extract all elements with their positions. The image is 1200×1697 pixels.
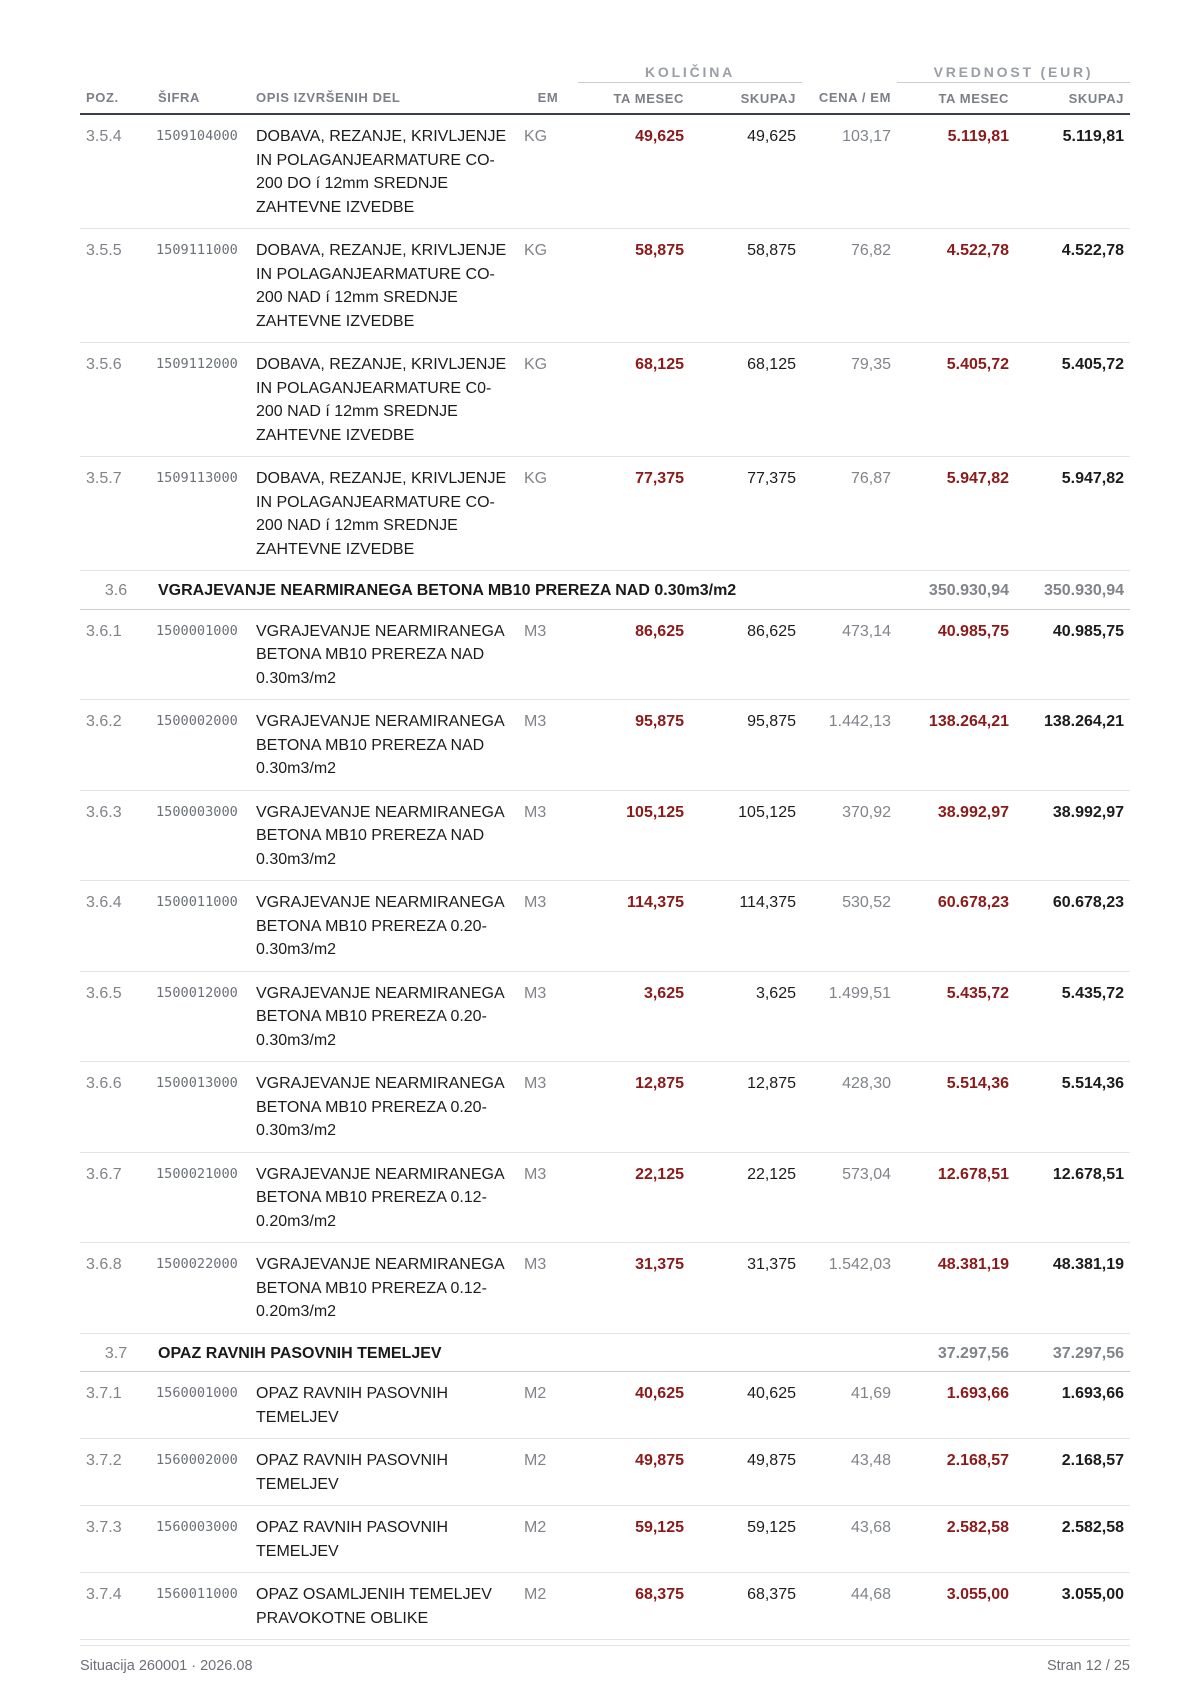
col-header-kol-skupaj: SKUPAJ — [690, 83, 802, 115]
cell-opis: VGRAJEVANJE NEARMIRANEGA BETONA MB10 PREREZA 0.12-0.20m3/m2 — [250, 1152, 518, 1243]
cell-opis: DOBAVA, REZANJE, KRIVLJENJE IN POLAGANJEARMATURE CO-200 NAD í 12mm SREDNJE ZAHTEVNE IZVEDBE — [250, 229, 518, 343]
cell-sifra: 1509113000 — [152, 457, 250, 571]
cell-em: M2 — [518, 1439, 578, 1506]
cell-vr-skupaj: 40.985,75 — [1015, 609, 1130, 700]
cell-vr-skupaj: 38.992,97 — [1015, 790, 1130, 881]
col-header-poz: POZ. — [80, 83, 152, 115]
cell-vr-skupaj: 5.514,36 — [1015, 1062, 1130, 1153]
table-row — [80, 1062, 1130, 1153]
cell-cena: 76,82 — [802, 229, 897, 343]
col-header-opis: OPIS IZVRŠENIH DEL — [250, 83, 518, 115]
table-row — [80, 1439, 1130, 1506]
cell-poz: 3.7.4 — [80, 1573, 152, 1640]
cell-vr-skupaj: 12.678,51 — [1015, 1152, 1130, 1243]
cell-cena: 41,69 — [802, 1372, 897, 1439]
cell-poz: 3.5.6 — [80, 343, 152, 457]
cell-cena: 428,30 — [802, 1062, 897, 1153]
footer-page-number: Stran 12 / 25 — [1046, 1658, 1130, 1674]
cell-em: M3 — [518, 971, 578, 1062]
table-row — [80, 457, 1130, 571]
cell-kol-skupaj: 49,625 — [690, 114, 802, 229]
cell-poz: 3.6.4 — [80, 881, 152, 972]
cell-sifra: 1500011000 — [152, 881, 250, 972]
cell-poz: 3.6.7 — [80, 1152, 152, 1243]
cell-sifra: 1560003000 — [152, 1506, 250, 1573]
cell-vr-ta-mesec: 40.985,75 — [897, 609, 1015, 700]
cell-sifra: 1509104000 — [152, 114, 250, 229]
section-row — [80, 571, 1130, 610]
cell-cena: 1.442,13 — [802, 700, 897, 791]
cell-kol-skupaj: 105,125 — [690, 790, 802, 881]
cell-em: KG — [518, 229, 578, 343]
cell-kol-skupaj: 31,375 — [690, 1243, 802, 1334]
cell-em: KG — [518, 114, 578, 229]
cell-vr-ta-mesec: 138.264,21 — [897, 700, 1015, 791]
col-header-cena: CENA / EM — [802, 83, 897, 115]
section-title: OPAZ RAVNIH PASOVNIH TEMELJEV — [152, 1333, 897, 1372]
col-header-kol-ta-mesec: TA MESEC — [578, 83, 690, 115]
cell-sifra: 1509111000 — [152, 229, 250, 343]
cell-sifra: 1500021000 — [152, 1152, 250, 1243]
cell-kol-skupaj: 68,375 — [690, 1573, 802, 1640]
cell-opis: VGRAJEVANJE NEARMIRANEGA BETONA MB10 PREREZA 0.12-0.20m3/m2 — [250, 1243, 518, 1334]
cell-kol-ta-mesec: 95,875 — [578, 700, 690, 791]
cell-vr-ta-mesec: 5.405,72 — [897, 343, 1015, 457]
cell-vr-skupaj: 2.582,58 — [1015, 1506, 1130, 1573]
cell-vr-skupaj: 5.405,72 — [1015, 343, 1130, 457]
cell-opis: OPAZ OSAMLJENIH TEMELJEV PRAVOKOTNE OBLIKE — [250, 1573, 518, 1640]
table-row — [80, 1152, 1130, 1243]
footer-document-id: Situacija 260001 · 2026.08 — [80, 1658, 253, 1674]
table-row — [80, 609, 1130, 700]
cell-em: M3 — [518, 1062, 578, 1153]
cell-kol-ta-mesec: 31,375 — [578, 1243, 690, 1334]
table-row — [80, 700, 1130, 791]
group-header-kolicina: KOLIČINA — [578, 0, 802, 83]
cell-kol-ta-mesec: 49,875 — [578, 1439, 690, 1506]
col-header-em: EM — [518, 83, 578, 115]
cell-em: M3 — [518, 1243, 578, 1334]
cell-sifra: 1560011000 — [152, 1573, 250, 1640]
cell-sifra: 1500002000 — [152, 700, 250, 791]
cell-sifra: 1500012000 — [152, 971, 250, 1062]
cell-opis: VGRAJEVANJE NERAMIRANEGA BETONA MB10 PREREZA NAD 0.30m3/m2 — [250, 700, 518, 791]
cell-sifra: 1500022000 — [152, 1243, 250, 1334]
cell-kol-skupaj: 40,625 — [690, 1372, 802, 1439]
cell-sifra: 1500013000 — [152, 1062, 250, 1153]
cell-opis: DOBAVA, REZANJE, KRIVLJENJE IN POLAGANJEARMATURE CO-200 NAD í 12mm SREDNJE ZAHTEVNE IZVEDBE — [250, 457, 518, 571]
section-total-skupaj: 37.297,56 — [1015, 1333, 1130, 1372]
cell-vr-ta-mesec: 2.582,58 — [897, 1506, 1015, 1573]
table-row — [80, 114, 1130, 229]
section-total-ta-mesec: 350.930,94 — [897, 571, 1015, 610]
cell-poz: 3.7.1 — [80, 1372, 152, 1439]
cell-poz: 3.7.2 — [80, 1439, 152, 1506]
table-row — [80, 790, 1130, 881]
cell-vr-skupaj: 48.381,19 — [1015, 1243, 1130, 1334]
cell-vr-ta-mesec: 5.119,81 — [897, 114, 1015, 229]
cell-vr-ta-mesec: 60.678,23 — [897, 881, 1015, 972]
table-body — [80, 114, 1130, 1640]
cell-kol-ta-mesec: 105,125 — [578, 790, 690, 881]
cell-poz: 3.6.1 — [80, 609, 152, 700]
cell-poz: 3.6.6 — [80, 1062, 152, 1153]
cell-vr-ta-mesec: 2.168,57 — [897, 1439, 1015, 1506]
cell-kol-ta-mesec: 86,625 — [578, 609, 690, 700]
group-header-vrednost: VREDNOST (EUR) — [897, 0, 1130, 83]
cell-kol-skupaj: 95,875 — [690, 700, 802, 791]
cell-vr-skupaj: 1.693,66 — [1015, 1372, 1130, 1439]
cell-kol-skupaj: 3,625 — [690, 971, 802, 1062]
cell-kol-skupaj: 86,625 — [690, 609, 802, 700]
section-title: VGRAJEVANJE NEARMIRANEGA BETONA MB10 PREREZA NAD 0.30m3/m2 — [152, 571, 897, 610]
cell-kol-ta-mesec: 22,125 — [578, 1152, 690, 1243]
cell-poz: 3.6.8 — [80, 1243, 152, 1334]
cell-opis: DOBAVA, REZANJE, KRIVLJENJE IN POLAGANJEARMATURE CO-200 DO í 12mm SREDNJE ZAHTEVNE IZVEDBE — [250, 114, 518, 229]
page-footer — [80, 1645, 1130, 1674]
cell-vr-skupaj: 2.168,57 — [1015, 1439, 1130, 1506]
cell-vr-ta-mesec: 5.435,72 — [897, 971, 1015, 1062]
cell-em: M3 — [518, 881, 578, 972]
section-total-ta-mesec: 37.297,56 — [897, 1333, 1015, 1372]
cell-poz: 3.6.2 — [80, 700, 152, 791]
cell-kol-skupaj: 114,375 — [690, 881, 802, 972]
cell-vr-ta-mesec: 38.992,97 — [897, 790, 1015, 881]
cell-poz: 3.6.3 — [80, 790, 152, 881]
table-row — [80, 1372, 1130, 1439]
cell-em: M3 — [518, 1152, 578, 1243]
table-row — [80, 229, 1130, 343]
cell-vr-ta-mesec: 48.381,19 — [897, 1243, 1015, 1334]
document-page — [80, 0, 1130, 1640]
cell-em: KG — [518, 457, 578, 571]
cell-kol-ta-mesec: 77,375 — [578, 457, 690, 571]
cell-kol-ta-mesec: 68,125 — [578, 343, 690, 457]
cell-kol-skupaj: 58,875 — [690, 229, 802, 343]
cell-em: M2 — [518, 1573, 578, 1640]
cell-opis: VGRAJEVANJE NEARMIRANEGA BETONA MB10 PREREZA NAD 0.30m3/m2 — [250, 609, 518, 700]
cell-vr-skupaj: 138.264,21 — [1015, 700, 1130, 791]
cell-opis: OPAZ RAVNIH PASOVNIH TEMELJEV — [250, 1372, 518, 1439]
cell-sifra: 1560002000 — [152, 1439, 250, 1506]
cell-em: M2 — [518, 1372, 578, 1439]
cell-sifra: 1500003000 — [152, 790, 250, 881]
cell-kol-skupaj: 12,875 — [690, 1062, 802, 1153]
section-poz: 3.6 — [80, 571, 152, 610]
col-header-vr-skupaj: SKUPAJ — [1015, 83, 1130, 115]
cell-vr-skupaj: 5.119,81 — [1015, 114, 1130, 229]
cell-vr-ta-mesec: 1.693,66 — [897, 1372, 1015, 1439]
cell-opis: DOBAVA, REZANJE, KRIVLJENJE IN POLAGANJEARMATURE C0-200 NAD í 12mm SREDNJE ZAHTEVNE IZVEDBE — [250, 343, 518, 457]
cell-opis: OPAZ RAVNIH PASOVNIH TEMELJEV — [250, 1439, 518, 1506]
table-row — [80, 881, 1130, 972]
section-total-skupaj: 350.930,94 — [1015, 571, 1130, 610]
cell-vr-skupaj: 4.522,78 — [1015, 229, 1130, 343]
col-header-sifra: ŠIFRA — [152, 83, 250, 115]
cell-em: M3 — [518, 700, 578, 791]
cell-cena: 43,68 — [802, 1506, 897, 1573]
section-row — [80, 1333, 1130, 1372]
cell-kol-ta-mesec: 12,875 — [578, 1062, 690, 1153]
cell-vr-skupaj: 60.678,23 — [1015, 881, 1130, 972]
situacija-table — [80, 0, 1130, 1640]
section-poz: 3.7 — [80, 1333, 152, 1372]
cell-poz: 3.5.5 — [80, 229, 152, 343]
cell-vr-skupaj: 5.947,82 — [1015, 457, 1130, 571]
cell-kol-ta-mesec: 114,375 — [578, 881, 690, 972]
cell-sifra: 1509112000 — [152, 343, 250, 457]
cell-cena: 76,87 — [802, 457, 897, 571]
cell-cena: 473,14 — [802, 609, 897, 700]
cell-poz: 3.6.5 — [80, 971, 152, 1062]
cell-kol-skupaj: 77,375 — [690, 457, 802, 571]
table-header — [80, 0, 1130, 114]
cell-cena: 1.542,03 — [802, 1243, 897, 1334]
cell-em: M2 — [518, 1506, 578, 1573]
table-row — [80, 1243, 1130, 1334]
table-row — [80, 1506, 1130, 1573]
cell-sifra: 1500001000 — [152, 609, 250, 700]
cell-opis: VGRAJEVANJE NEARMIRANEGA BETONA MB10 PREREZA 0.20-0.30m3/m2 — [250, 881, 518, 972]
table-row — [80, 1573, 1130, 1640]
cell-poz: 3.5.7 — [80, 457, 152, 571]
cell-cena: 530,52 — [802, 881, 897, 972]
cell-kol-ta-mesec: 3,625 — [578, 971, 690, 1062]
cell-kol-ta-mesec: 49,625 — [578, 114, 690, 229]
cell-sifra: 1560001000 — [152, 1372, 250, 1439]
cell-poz: 3.5.4 — [80, 114, 152, 229]
table-row — [80, 971, 1130, 1062]
cell-cena: 370,92 — [802, 790, 897, 881]
cell-cena: 573,04 — [802, 1152, 897, 1243]
cell-vr-ta-mesec: 5.514,36 — [897, 1062, 1015, 1153]
cell-vr-ta-mesec: 5.947,82 — [897, 457, 1015, 571]
cell-opis: OPAZ RAVNIH PASOVNIH TEMELJEV — [250, 1506, 518, 1573]
cell-vr-skupaj: 3.055,00 — [1015, 1573, 1130, 1640]
cell-opis: VGRAJEVANJE NEARMIRANEGA BETONA MB10 PREREZA 0.20-0.30m3/m2 — [250, 971, 518, 1062]
cell-opis: VGRAJEVANJE NEARMIRANEGA BETONA MB10 PREREZA NAD 0.30m3/m2 — [250, 790, 518, 881]
cell-kol-skupaj: 22,125 — [690, 1152, 802, 1243]
cell-kol-skupaj: 49,875 — [690, 1439, 802, 1506]
cell-cena: 44,68 — [802, 1573, 897, 1640]
cell-vr-ta-mesec: 3.055,00 — [897, 1573, 1015, 1640]
cell-em: M3 — [518, 609, 578, 700]
cell-cena: 1.499,51 — [802, 971, 897, 1062]
cell-kol-ta-mesec: 68,375 — [578, 1573, 690, 1640]
cell-cena: 103,17 — [802, 114, 897, 229]
cell-kol-skupaj: 59,125 — [690, 1506, 802, 1573]
cell-kol-ta-mesec: 40,625 — [578, 1372, 690, 1439]
cell-kol-ta-mesec: 58,875 — [578, 229, 690, 343]
cell-opis: VGRAJEVANJE NEARMIRANEGA BETONA MB10 PREREZA 0.20-0.30m3/m2 — [250, 1062, 518, 1153]
cell-cena: 79,35 — [802, 343, 897, 457]
col-header-vr-ta-mesec: TA MESEC — [897, 83, 1015, 115]
cell-kol-skupaj: 68,125 — [690, 343, 802, 457]
cell-vr-skupaj: 5.435,72 — [1015, 971, 1130, 1062]
table-row — [80, 343, 1130, 457]
cell-poz: 3.7.3 — [80, 1506, 152, 1573]
cell-cena: 43,48 — [802, 1439, 897, 1506]
cell-em: KG — [518, 343, 578, 457]
cell-vr-ta-mesec: 4.522,78 — [897, 229, 1015, 343]
cell-vr-ta-mesec: 12.678,51 — [897, 1152, 1015, 1243]
cell-em: M3 — [518, 790, 578, 881]
cell-kol-ta-mesec: 59,125 — [578, 1506, 690, 1573]
